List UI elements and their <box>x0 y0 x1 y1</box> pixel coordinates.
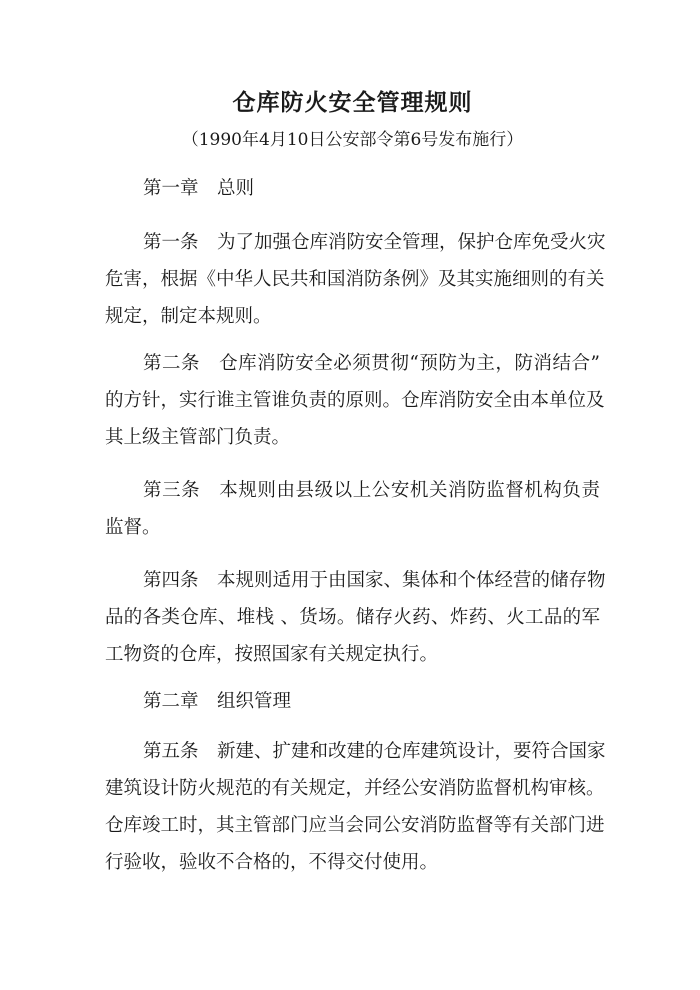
paragraph-line: 的方针，实行谁主管谁负责的原则。仓库消防安全由本单位及 <box>105 390 605 411</box>
article-2 <box>105 345 605 456</box>
article-1 <box>105 224 606 335</box>
chapter-2-heading: 第二章 组织管理 <box>143 691 292 712</box>
document-title: 仓库防火安全管理规则 <box>232 89 473 116</box>
chapter-heading <box>105 170 600 207</box>
paragraph-line: 危害，根据《中华人民共和国消防条例》及其实施细则的有关 <box>105 269 605 290</box>
paragraph-line: 规定，制定本规则。 <box>105 306 272 327</box>
paragraph-line: 工物资的仓库，按照国家有关规定执行。 <box>105 644 439 665</box>
article-4 <box>105 562 606 673</box>
paragraph-line: 监督。 <box>105 517 161 538</box>
paragraph-line: 其上级主管部门负责。 <box>105 427 291 448</box>
paragraph-line: 第二条 仓库消防安全必须贯彻“预防为主，防消结合” <box>143 353 600 374</box>
paragraph-line: 第四条 本规则适用于由国家、集体和个体经营的储存物 <box>143 570 606 591</box>
paragraph-line: 仓库竣工时，其主管部门应当会同公安消防监督等有关部门进 <box>105 815 605 836</box>
paragraph-line: 品的各类仓库、堆栈 、货场。储存火药、炸药、火工品的军 <box>105 607 600 628</box>
paragraph-line: 第一条 为了加强仓库消防安全管理，保护仓库免受火灾 <box>143 232 606 253</box>
paragraph-line: 第三条 本规则由县级以上公安机关消防监督机构负责 <box>143 480 600 501</box>
paragraph-line: 行验收，验收不合格的，不得交付使用。 <box>105 852 439 873</box>
article-5 <box>105 733 606 881</box>
chapter-1-heading: 第一章 总则 <box>143 178 255 199</box>
document-subtitle: （1990年4月10日公安部令第6号发布施行） <box>181 130 524 150</box>
chapter-heading <box>105 683 600 720</box>
article-3 <box>105 472 600 546</box>
paragraph-line: 第五条 新建、扩建和改建的仓库建筑设计，要符合国家 <box>143 741 606 762</box>
paragraph-line: 建筑设计防火规范的有关规定，并经公安消防监督机构审核。 <box>105 778 605 799</box>
